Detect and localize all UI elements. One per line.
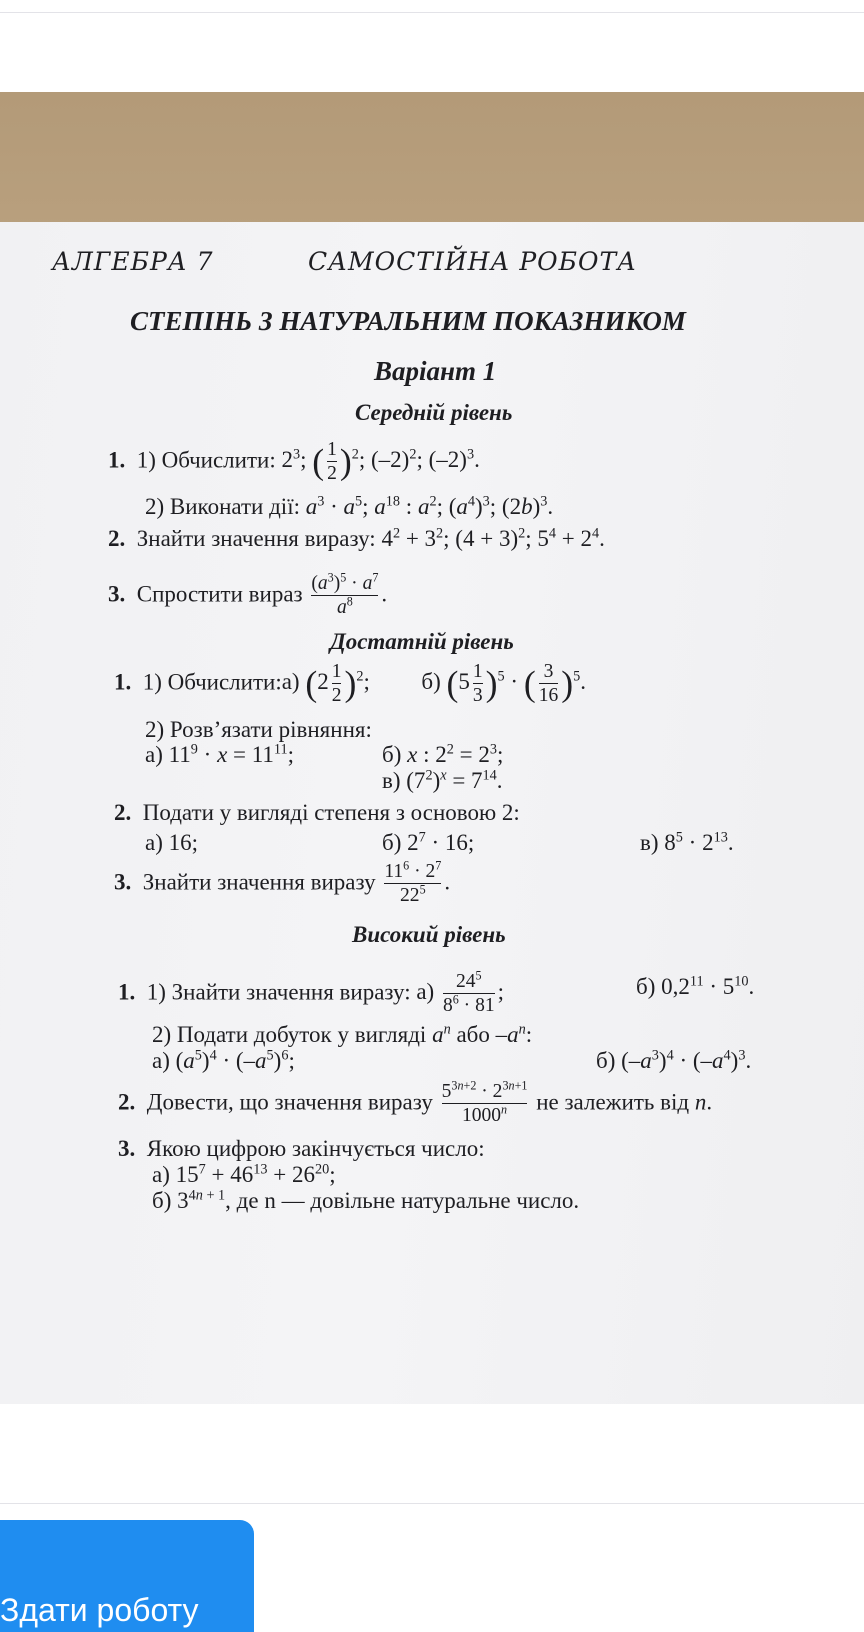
top-divider	[0, 12, 864, 13]
math-expression: $\frac{11^6 \cdot 2^7}{22^5}$	[384, 858, 442, 906]
high-task-1-b: б) $0,2^{11} \cdot 5^{10}$.	[636, 973, 755, 999]
equation-a: а) $11^9 \cdot x = 11^{11}$;	[145, 741, 295, 767]
level-high-heading: Високий рівень	[352, 922, 506, 947]
middle-task-2	[108, 526, 605, 552]
task-text: 1) Знайти значення виразу:	[146, 979, 411, 1005]
high-task-2: 2. Довести, що значення виразу $\frac{5^{3n+2} \cdot 2^{3n+1}}{1000^n}$ не залежить від n.	[118, 1078, 713, 1126]
equation-b: б) x : $2^2 = 2^3$;	[382, 741, 504, 767]
submit-work-button[interactable]	[0, 1520, 254, 1632]
middle-task-3: 3. Спростити вираз $\frac{(a^3)^5 \cdot a^7}{a^8}$ .	[108, 570, 388, 618]
task-number: 1.	[118, 979, 136, 1005]
worksheet-photo	[0, 92, 864, 1404]
task-number: 1.	[114, 669, 132, 695]
task-number: 2.	[118, 1089, 136, 1115]
middle-task-1	[108, 440, 480, 484]
sufficient-task-1-2: 2) Розв’язати рівняння:	[145, 717, 372, 742]
math-expression: $4^2 + 3^2$; $(4 + 3)^2$; $5^4 + 2^4$.	[381, 525, 605, 551]
math-expression: б) (5 $\frac{1}{3}$ )$^5$ · ( $\frac{3}{16}$ )$^5$.	[421, 661, 586, 706]
task-number: 3.	[114, 869, 132, 895]
math-expression: $\frac{5^{3n+2} \cdot 2^{3n+1}}{1000^n}$	[441, 1078, 528, 1126]
digit-a: а) $15^7 + 46^{13} + 26^{20}$;	[152, 1161, 336, 1187]
task-text: Подати у вигляді степеня з основою 2:	[142, 800, 520, 825]
high-task-3	[118, 1136, 485, 1162]
submit-work-label: Здати роботу	[0, 1592, 199, 1628]
math-expression: а) $\frac{24^5}{8^6 \cdot 81}$ ;	[416, 968, 504, 1016]
task-text: , де n — довільне натуральне число.	[225, 1188, 580, 1213]
bottom-divider	[0, 1503, 864, 1504]
subject-title: АЛГЕБРА 7	[52, 247, 214, 276]
sufficient-task-1	[114, 662, 586, 706]
task-number: 3.	[118, 1136, 136, 1161]
task-text: Довести, що значення виразу	[146, 1089, 433, 1115]
task-text: 1) Обчислити:	[142, 669, 282, 695]
high-task-1-2: 2) Подати добуток у вигляді $a^n$ або $-a^n$:	[152, 1021, 533, 1047]
task-text: Знайти значення виразу:	[136, 526, 376, 551]
task-text: Якою цифрою закінчується число:	[146, 1136, 485, 1161]
level-middle-heading: Середній рівень	[355, 400, 513, 425]
equation-c: в) $(7^2)^x = 7^{14}$.	[382, 767, 503, 793]
math-expression: $\frac{(a^3)^5 \cdot a^7}{a^8}$	[311, 570, 379, 618]
task-text: 2) Виконати дії:	[145, 494, 300, 519]
math-expression: $2^3$; ( $\frac{1}{2}$ )$^2$; $(-2)^2$; $(-2)^3$.	[281, 439, 480, 484]
variant-title: Варіант 1	[374, 356, 497, 386]
digit-b: б) $3^{4n + 1}$, де n — довільне натуральне число.	[152, 1187, 580, 1213]
middle-task-1-2	[145, 494, 553, 520]
task-number: 1.	[108, 447, 126, 473]
task-text: 1) Обчислити:	[136, 447, 276, 473]
task-text: 2) Подати добуток у вигляді	[152, 1022, 427, 1047]
sufficient-task-2	[114, 800, 520, 826]
task-number: 2.	[108, 526, 126, 551]
task-text: Спростити вираз	[136, 581, 303, 607]
math-expression: $a^3 \cdot a^5$; $a^{18}$ : $a^2$; $(a^4)^3$; $(2b)^3$.	[305, 493, 554, 519]
product-a: а) $(a^5)^4 \cdot (-a^5)^6$;	[152, 1047, 295, 1073]
power-a: а) 16;	[145, 830, 199, 855]
task-text: Знайти значення виразу	[142, 869, 376, 895]
task-number: 3.	[108, 581, 126, 607]
worksheet-paper	[0, 222, 864, 1404]
topic-title: СТЕПІНЬ З НАТУРАЛЬНИМ ПОКАЗНИКОМ	[130, 306, 686, 336]
product-b: б) $(-a^3)^4 \cdot (-a^4)^3$.	[596, 1047, 752, 1073]
sufficient-task-3: 3. Знайти значення виразу $\frac{11^6 \cdot 2^7}{22^5}$ .	[114, 858, 451, 906]
task-number: 2.	[114, 800, 132, 825]
high-task-1	[118, 968, 504, 1016]
task-text: не залежить від	[536, 1089, 690, 1115]
power-c: в) $8^5 \cdot 2^{13}$.	[640, 829, 734, 855]
power-b: б) $2^7 \cdot 16$;	[382, 829, 475, 855]
work-type-title: САМОСТІЙНА РОБОТА	[308, 247, 638, 276]
math-expression: а) (2 $\frac{1}{2}$ )$^2$;	[281, 661, 370, 706]
level-sufficient-heading: Достатній рівень	[330, 629, 514, 654]
